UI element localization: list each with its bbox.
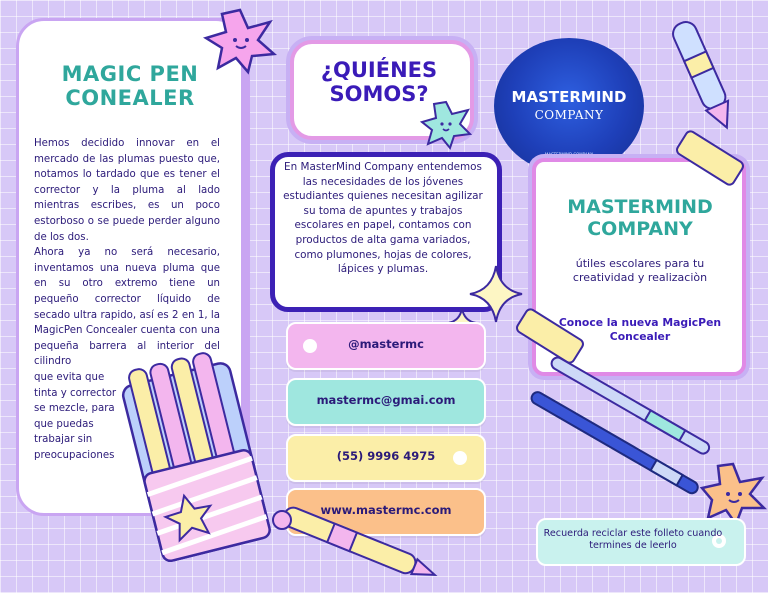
pen-set-illustration bbox=[120, 352, 270, 562]
star-sticker-orange-icon bbox=[700, 462, 766, 524]
pen-top-right-illustration bbox=[670, 14, 740, 138]
teal-star-icon bbox=[420, 100, 472, 148]
description-tail-line: tinta y corrector bbox=[34, 387, 117, 399]
company-tagline: útiles escolares para tu creatividad y realizaciòn bbox=[572, 257, 708, 284]
description-tail-line: preocupaciones bbox=[34, 449, 115, 461]
description-tail-line: trabajar sin bbox=[34, 434, 93, 446]
description-tail-line: que evita que bbox=[34, 371, 105, 383]
company-title: MASTERMIND COMPANY bbox=[567, 196, 713, 240]
description-paragraph-1: Hemos decidido innovar en el mercado de las plumas puesto que, notamos lo tardado que es tener el corrector y la pluma al lado mientras escribes, es un poco estorboso o se puede perder alguno de los dos. bbox=[34, 138, 220, 243]
recycle-note-text: Recuerda reciclar este folleto cuando termines de leerlo bbox=[543, 528, 723, 551]
description-tail-line: que puedas bbox=[34, 418, 94, 430]
description-tail-line: se mezcle, para bbox=[34, 403, 115, 415]
about-text: En MasterMind Company entendemos las necesidades de los jóvenes estudiantes quienes necesitan agilizar su toma de apuntes y trabajos escolares en papel, contamos con productos de alta gama variados, como plumones, hojas de colores, lápices y plumas. bbox=[283, 161, 483, 276]
contact-phone-text: (55) 9996 4975 bbox=[336, 449, 436, 463]
contact-phone[interactable] bbox=[286, 434, 486, 482]
contact-social-text: @mastermc bbox=[348, 337, 424, 351]
star-sticker-icon bbox=[204, 8, 276, 74]
who-are-we-title: ¿QUIÉNES SOMOS? bbox=[320, 58, 438, 106]
description-paragraph-2: Ahora ya no será necesario, inventamos una nueva pluma que en su otro extremo tiene un pequeño corrector líquido de secado ultra rapido, así es 2 en 1, la MagicPen Concealer cuenta con una pequeña barrera al interior del cilindro bbox=[34, 247, 220, 368]
pen-illustration bbox=[268, 506, 448, 586]
product-title: MAGIC PEN CONEALER bbox=[61, 62, 199, 110]
company-cta: Conoce la nueva MagicPen Concealer bbox=[558, 316, 722, 343]
brand-logo-small: MASTERMIND COMPANY bbox=[544, 152, 594, 157]
contact-website-text: www.mastermc.com bbox=[320, 503, 452, 517]
contact-social[interactable] bbox=[286, 322, 486, 370]
pens-right-illustration bbox=[512, 370, 732, 510]
brand-logo-subtitle: COMPANY bbox=[534, 108, 604, 122]
brand-logo-name: MASTERMIND bbox=[511, 88, 627, 106]
contact-email[interactable] bbox=[286, 378, 486, 426]
contact-email-text: mastermc@gmai.com bbox=[316, 393, 456, 407]
